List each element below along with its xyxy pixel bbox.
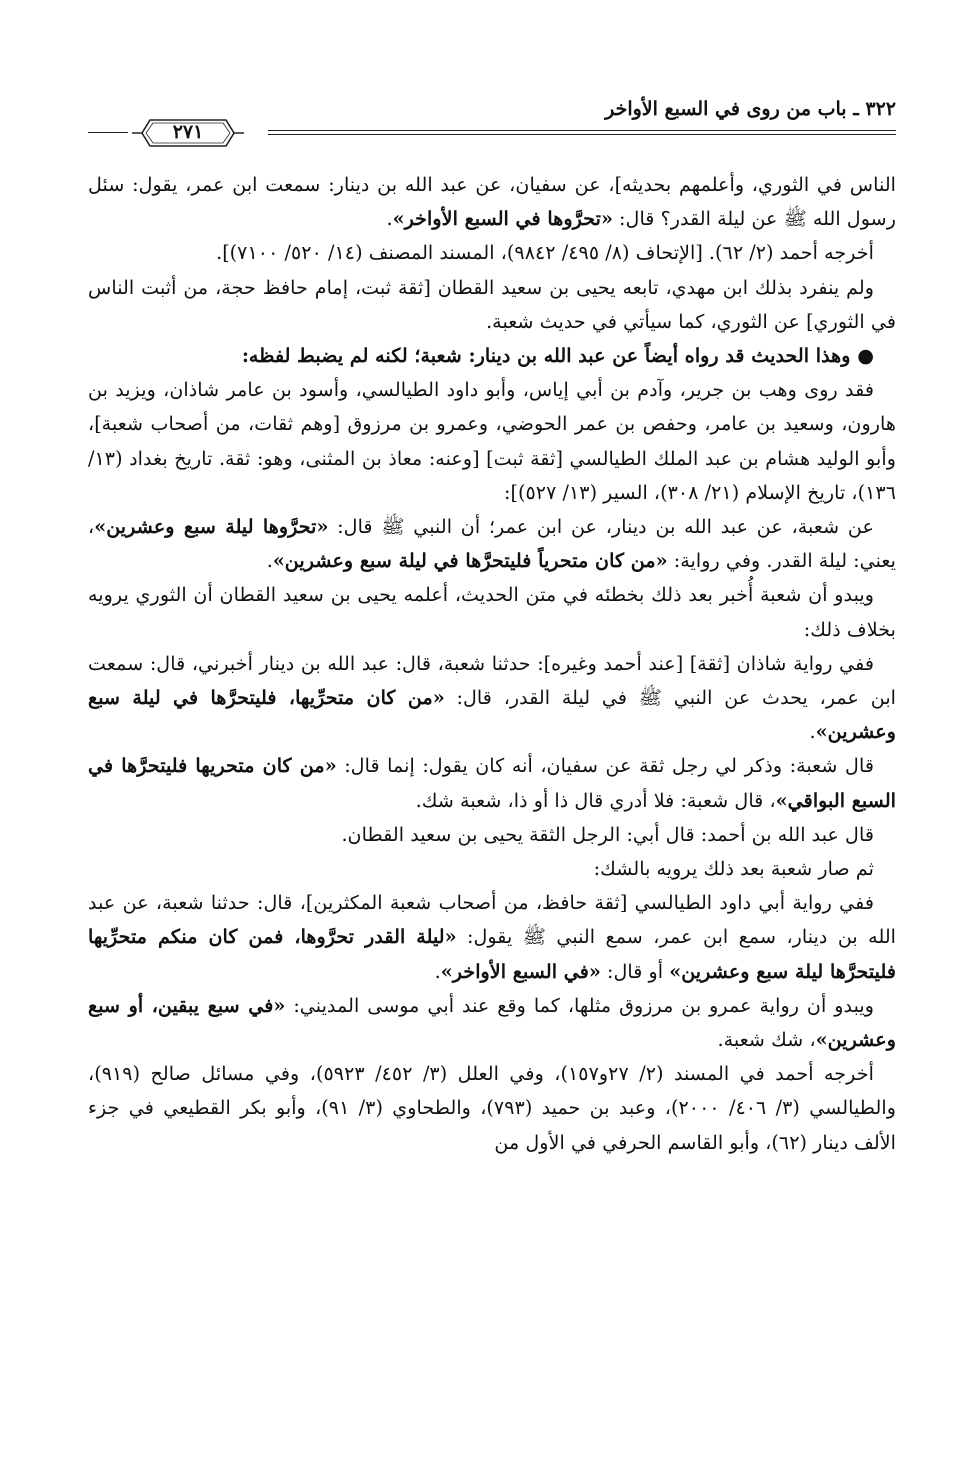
bold-quote: «من كان متحرياً فليتحرَّها في ليلة سبع وعشرين»: [272, 549, 668, 573]
paragraph: [88, 271, 896, 339]
paragraph: [88, 647, 896, 750]
bold-quote: «من كان متحريها فليتحرَّها في السبع البواقي»: [88, 754, 896, 812]
bold-quote: «من كان متحرِّيها، فليتحرَّها في ليلة سبع وعشرين»: [88, 686, 896, 744]
paragraph: [88, 749, 896, 817]
paragraph: [88, 818, 896, 852]
text-run: أخرجه أحمد في المسند (٢/ ٢٧و١٥٧)، وفي العلل (٣/ ٤٥٢/ ٥٩٢٣)، وفي مسائل صالح (٩١٩)، والطيالسي (٣/ ٤٠٦/ ٢٠٠٠)، وعبد بن حميد (٧٩٣)، والطحاوي (٣/ ٩١)، وأبو بكر القطيعي في جزء الألف دينار (٦٢)، وأبو القاسم الحرفي في الأول من: [88, 1062, 896, 1154]
header-rule-double: [268, 134, 896, 135]
bold-quote: «ليلة القدر تحرَّوها، فمن كان منكم متحرِّيها فليتحرَّها ليلة سبع وعشرين»: [88, 925, 896, 983]
bold-quote: «تحرَّوها في السبع الأواخر»: [392, 207, 613, 231]
page-body: [88, 168, 896, 1160]
header-rule: [268, 130, 896, 131]
text-run: .: [434, 959, 441, 983]
text-run: .: [386, 207, 393, 231]
paragraph: [88, 852, 896, 886]
text-run: ، يعني: ليلة القدر. وفي رواية:: [88, 515, 896, 573]
page-number-badge: [128, 116, 248, 150]
text-run: أخرجه أحمد (٢/ ٦٢). [الإتحاف (٨/ ٤٩٥/ ٩٨٤٢)، المسند المصنف (١٤/ ٥٢٠/ ٧١٠٠)].: [216, 241, 874, 265]
text-run: .: [809, 720, 816, 744]
text-run: .: [266, 549, 273, 573]
page-header: [88, 96, 896, 143]
paragraph: [88, 578, 896, 646]
paragraph: [88, 339, 896, 373]
paragraph: [88, 373, 896, 510]
text-run: فقد روى وهب بن جرير، وآدم بن أبي إياس، وأبو داود الطيالسي، وأسود بن عامر شاذان، ويزيد بن هارون، وسعيد بن عامر، وحفص بن عمر الحوضي، وعمرو بن مرزوق [وهم ثقات، من أصحاب شعبة]، وأبو الوليد هشام بن عبد الملك الطيالسي [ثقة ثبت] [وعنه: معاذ بن المثنى، وهو: ثقة. تاريخ بغداد (١٣/ ١٣٦)، تاريخ الإسلام (٢١/ ٣٠٨)، السير (١٣/ ٥٢٧)]:: [88, 378, 896, 504]
bold-quote: «تحرَّوها ليلة سبع وعشرين»: [94, 515, 329, 539]
page-number: ٢٧١: [172, 121, 204, 143]
text-run: ويبدو أن شعبة أُخبر بعد ذلك بخطئه في متن الحديث، أعلمه يحيى بن سعيد القطان أن الثوري يرويه بخلاف ذلك:: [88, 583, 896, 641]
text-run: ففي رواية أبي داود الطيالسي [ثقة حافظ، من أصحاب شعبة المكثرين]، قال: حدثنا شعبة، عن عبد الله بن دينار، سمع ابن عمر، سمع النبي ﷺ يقول:: [88, 891, 896, 949]
running-title: ٣٢٢ ـ باب من روى في السبع الأواخر: [605, 98, 896, 120]
bold-quote: «في السبع الأواخر»: [440, 959, 601, 983]
paragraph: [88, 510, 896, 578]
paragraph: [88, 989, 896, 1057]
text-run: ولم ينفرد بذلك ابن مهدي، تابعه يحيى بن سعيد القطان [ثقة ثبت، إمام حافظ حجة، من أثبت الناس في الثوري] عن الثوري، كما سيأتي في حديث شعبة.: [88, 275, 896, 333]
header-rule-left: [88, 132, 128, 133]
text-run: قال عبد الله بن أحمد: قال أبي: الرجل الثقة يحيى بن سعيد القطان.: [341, 822, 874, 846]
text-run: عن شعبة، عن عبد الله بن دينار، عن ابن عمر؛ أن النبي ﷺ قال:: [328, 515, 874, 539]
bold-quote: ● وهذا الحديث قد رواه أيضاً عن عبد الله بن دينار: شعبة؛ لكنه لم يضبط لفظه:: [241, 344, 874, 368]
text-run: قال شعبة: وذكر لي رجل ثقة عن سفيان، أنه كان يقول: إنما قال:: [336, 754, 874, 778]
text-run: ثم صار شعبة بعد ذلك يرويه بالشك:: [593, 857, 874, 881]
text-run: ففي رواية شاذان [ثقة] [عند أحمد وغيره]: حدثنا شعبة، قال: عبد الله بن دينار أخبرني، قال: سمعت ابن عمر، يحدث عن النبي ﷺ في ليلة القدر، قال:: [88, 651, 896, 710]
text-run: أو قال:: [600, 959, 670, 983]
paragraph: [88, 236, 896, 270]
paragraph: [88, 168, 896, 236]
text-run: ، شك شعبة.: [717, 1028, 816, 1052]
text-run: الناس في الثوري، وأعلمهم بحديثه]، عن سفيان، عن عبد الله بن دينار: سمعت ابن عمر، يقول: سئل رسول الله ﷺ عن ليلة القدر؟ قال:: [88, 173, 896, 231]
text-run: ويبدو أن رواية عمرو بن مرزوق مثلها، كما وقع عند أبي موسى المديني:: [285, 993, 875, 1017]
paragraph: [88, 886, 896, 989]
bold-quote: «في سبع يبقين، أو سبع وعشرين»: [88, 993, 896, 1052]
paragraph: [88, 1057, 896, 1160]
text-run: ، قال شعبة: فلا أدري قال ذا أو ذا، شعبة شك.: [415, 788, 776, 812]
